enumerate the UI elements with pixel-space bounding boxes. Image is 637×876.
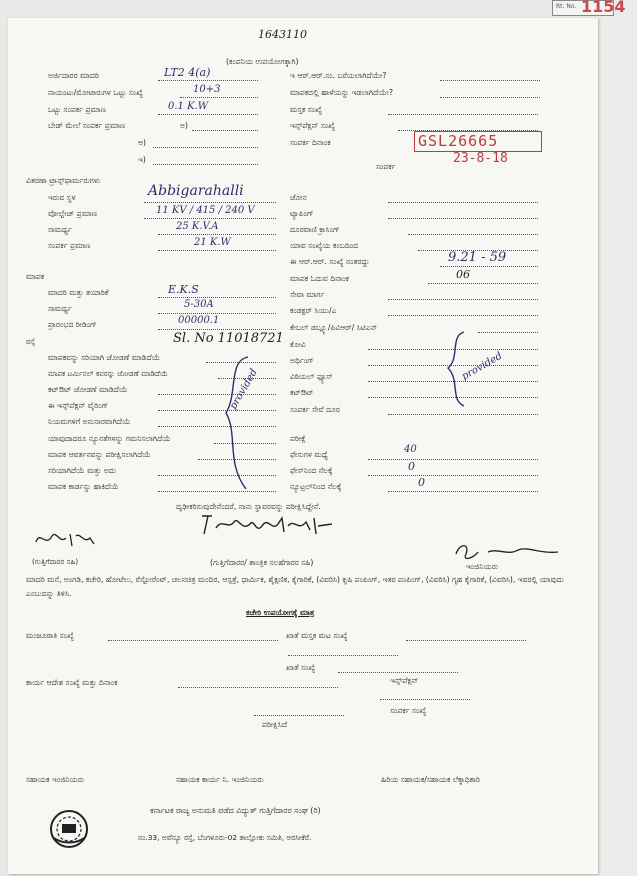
office-use-title: ಕಚೇರಿ ಉಪಯೋಗಕ್ಕೆ ಮಾತ್ರ xyxy=(246,608,315,617)
bed-load-sub-a: ಅ) xyxy=(180,121,188,130)
tapping-label: ಟ್ಯಾಪಿಂಗ್ xyxy=(290,209,314,218)
bed-load-label: ಬೇಡ್ ಮೇಲೆ ಸಂಪರ್ಕ ಪ್ರಮಾಣ xyxy=(48,121,126,130)
fuse-label: ವಿಠಿಯಲ್ ಫ್ಯೂಸ್ xyxy=(290,372,333,381)
company-use-heading: (ಕಂಪನಿಯ ಉಪಯೋಗಕ್ಕಾಗಿ) xyxy=(226,57,299,66)
voltage-value: 11 KV / 415 / 240 V xyxy=(156,205,255,216)
between-phases-label: ಫೇಸುಗಳ ಮಧ್ಯೆ xyxy=(290,450,328,459)
check-label-1: ಮಾಪಕವನ್ನು ಸರಿಯಾಗಿ ಜೋಡಣೆ ಮಾಡಿದೆಯೆ xyxy=(48,353,161,362)
motor-count-value: 10+3 xyxy=(193,84,221,95)
telephone-crossing-label: ದೂರವಾಣಿ ಕ್ರಾಸಿಂಗ್ xyxy=(290,225,340,234)
rr-after-value: 9.21 - 59 xyxy=(448,250,507,265)
left-initials xyxy=(32,524,102,554)
check-label-6: ಯಾವುದಾದರೂ ನ್ಯೂನತೆಗಳನ್ನು ಗಮನಿಸಲಾಗಿದೆಯೆ xyxy=(48,434,171,443)
zone-label: ಜೋನ xyxy=(290,193,307,202)
ref-number-box xyxy=(552,0,626,16)
meter-capacity-label: ಸಾಮರ್ಥ್ಯ xyxy=(48,304,72,313)
between-phases-value: 40 xyxy=(404,444,417,455)
check-label-5: ನಿಯಮಗಳಿಗೆ ಅನುಸಾರವಾಗಿದೆಯೆ xyxy=(48,417,131,426)
capacity-label: ಸಾಮರ್ಥ್ಯ xyxy=(48,225,72,234)
motor-count-label: ನಾಯಂಟು/ಮೋಟಾರುಗಳ ಒಟ್ಟು ಸಂಖ್ಯೆ xyxy=(48,88,143,97)
kovi-label: ಕೋವಿ xyxy=(290,340,306,349)
provided-text-left: provided xyxy=(228,367,260,412)
location-value: Abbigarahalli xyxy=(148,183,244,199)
seal-title: ಠಸ್ಸೆ xyxy=(26,337,36,346)
earthing-label: ಅರ್ಥಿಂಗ್ xyxy=(290,356,314,365)
inspection-label: ಇನ್ಸ್‌ಪೆಕ್ಷನ್ xyxy=(390,676,419,685)
phase-earth-value: 0 xyxy=(408,460,415,473)
connection-load-value: 21 K.W xyxy=(194,237,231,248)
conductor-label: ಕಂಡಕ್ಟರ್ ಸಿಯು/ಎ xyxy=(290,306,337,315)
ref-box-value: 1154 xyxy=(581,0,626,16)
form-number: 1643110 xyxy=(258,28,307,41)
capacity-value: 25 K.V.A xyxy=(176,221,219,232)
ref-box-label: Rt. No. xyxy=(556,3,577,10)
pole-number-label: ಯಾವ ಸಂಖ್ಯೆಯ ಕಂಬದಿಂದ xyxy=(290,241,359,250)
connection-date-label: ಸಂಪರ್ಕ ದಿನಾಂಕ xyxy=(290,138,331,147)
transformer-title: ವಿತರಣಾ ಟ್ರಾನ್ಸ್‌ಫಾರ್ಮರುಗಳು xyxy=(26,176,101,185)
service-line-label: ಸೇವಾ ಮಾರ್ಗ xyxy=(290,290,325,299)
inspection-number-label: ಇನ್ಸ್‌ಪೆಕ್ಷನ್ ಸಂಖ್ಯೆ xyxy=(290,121,336,130)
rr-written-label: ಇ ಆರ್.ಆರ್.ಸಂ. ಬರೆಯಲಾಗಿದೆಯೇ? xyxy=(290,71,387,80)
sanction-number-label: ಮಂಜೂರಾತಿ ಸಂಖ್ಯೆ xyxy=(26,631,74,640)
meter-title: ಮಾಪಕ xyxy=(26,272,45,281)
connection-number-label: ಸಂಪರ್ಕ ಸಂಖ್ಯೆ xyxy=(390,706,427,715)
connection-load-label: ಸಂಪರ್ಕ ಪ್ರಮಾಣ xyxy=(48,241,91,250)
check-label-7: ಮಾಪಕ ಆವರ್ತನವನ್ನು ಪರೀಕ್ಷಿಸಲಾಗಿದೆಯೆ xyxy=(48,450,151,459)
initial-reading-label: ಪ್ರಾರಂಭದ ರೀಡಿಂಗ್ xyxy=(48,320,97,329)
engineer-signature xyxy=(448,538,568,564)
association-logo xyxy=(48,808,90,850)
meter-make-label: ಮಾದರಿ ಮತ್ತು ತಯಾರಿಕೆ xyxy=(48,288,109,297)
check-label-3: ಕಟ್‌ಔಟ್ ಜೋಡಣೆ ಮಾಡಿದೆಯೆ xyxy=(48,385,128,394)
accounts-officer-label: ಹಿರಿಯ ಸಹಾಯಕ/ಸಹಾಯಕ ಲೆಕ್ಕಾಧಿಕಾರಿ xyxy=(381,775,480,784)
stamp-date: 23-8-18 xyxy=(453,151,508,166)
form-sheet xyxy=(8,18,598,874)
assistant-exec-engineer-label: ಸಹಾಯಕ ಕಾರ್ಯ ನಿ. ಇಂಜಿನಿಯರು xyxy=(176,775,264,784)
meter-make-value: E.K.S xyxy=(168,283,199,296)
engineer-label: ಇಂಜಿನಿಯರು xyxy=(466,562,499,571)
certification-text: ದೃಢೀಕರಿಸುವುದೇನೆಂದರೆ, ನಾನು ಸ್ಥಾವರವನ್ನು ಪರೀಕ್ಷಿಸಿದ್ದೇನೆ. xyxy=(176,502,321,511)
check-label-4: ಈ ಇನ್ಸ್‌ಪೆಕ್ಷನ್ ವೈರಿಂಗ್ xyxy=(48,401,109,410)
bed-load-sub-c: ಇ) xyxy=(138,155,146,164)
check-label-2: ಮಾಪಕ ಟರ್ಮಿನಲ್ ಕವರನ್ನು ಜೋಡಣೆ ಮಾಡಿದೆಯೆ xyxy=(48,369,168,378)
check-label-8: ಸರಿಯಾಗಿದೆಯೆ ಮತ್ತು ಅದು xyxy=(48,466,117,475)
initial-reading-value: 00000.1 xyxy=(178,315,220,326)
meter-read-date-label: ಮಾಪಕ ಓದುವ ದಿನಾಂಕ xyxy=(290,274,349,283)
meter-capacity-value: 5-30A xyxy=(184,299,214,310)
assistant-engineer-label: ಸಹಾಯಕ ಇಂಜಿನಿಯರು xyxy=(26,775,85,784)
cable-label: ಕೇಬಲ್ ಡಬ್ಲ್ಯೂ/ಪಿವಿಆರ್/ ಸಿಟಿಎನ್ xyxy=(290,323,378,332)
association-address: ನಂ.33, ಅವೆನ್ಯೂ ರಸ್ತೆ, ಬೆಂಗಳೂರು-02 ತಾಲ್ಲೋಕು ಸಮಿತಿ, ಅರಸೀಕೆರೆ. xyxy=(138,833,312,842)
applicant-type-value: LT2 4(a) xyxy=(164,66,211,79)
seal-value: Sl. No 11018721 xyxy=(173,331,284,346)
neutral-earth-value: 0 xyxy=(418,476,425,489)
checked-label: ಪರೀಕ್ಷಿಸಿದೆ xyxy=(262,720,288,729)
bed-load-sub-b: ಆ) xyxy=(138,138,146,147)
book-number-label: ಮಸ್ತಕ ಸಂಖ್ಯೆ xyxy=(290,105,323,114)
applicant-type-label: ಅರ್ಜಿದಾರರ ಮಾದರಿ xyxy=(48,71,99,80)
total-load-value: 0.1 K.W xyxy=(168,101,209,112)
contractor-signature xyxy=(198,508,338,538)
location-label: ಇರುವ ಸ್ಥಳ xyxy=(48,193,76,202)
phase-earth-label: ಫೇಸ್‌ನಿಂದ ನೆಲಕ್ಕೆ xyxy=(290,466,333,475)
meter-read-date-value: 06 xyxy=(456,268,470,281)
connection-label: ಸಂಪರ್ಕ xyxy=(376,162,396,171)
premises-type-text: ಮಾದರಿ ಮನೆ, ಅಂಗಡಿ, ಕಚೇರಿ, ಹೋಟೆಲು, ರೆಸ್ಟೋರೆಂಟ್, ಚಲನಚಿತ್ರ ಮಂದಿರ, ಆಸ್ಪತ್ರೆ, ಧಾರ್ಮಿಕ, ಶೈಕ್ಷಣಿಕ, ಕೈಗಾರಿಕೆ, (ವಿವರಿಸಿ) ಕೃಷಿ ಪಂಪಿಂಗ್, ಇತರ ಪಂಪಿಂಗ್, (ವಿವರಿಸಿ) ಗೃಹ ಕೈಗಾರಿಕೆ, (ವಿವರಿಸಿ), ಇವರಲ್ಲಿ ಯಾವುದು ಎಂಬುದನ್ನು ತಿಳಿಸಿ. xyxy=(26,575,564,598)
service-distance-label: ಸಂಪರ್ಕ ಸೇವೆ ದೂರ xyxy=(290,405,340,414)
cutout-label: ಕಟ್‌ಔಟ್ xyxy=(290,388,314,397)
check-label-9: ಮಾಪಕ ಕಾರ್ಡನ್ನು ಹಾಕಿದೆಯೆ xyxy=(48,482,119,491)
stamp-number: GSL26665 xyxy=(418,132,499,150)
ledger-page-label: ಖಾತೆ ಮಸ್ತಕ ಮಟ ಸಂಖ್ಯೆ xyxy=(286,631,348,640)
voltage-label: ವೋಲ್ಟೇಜ್ ಪ್ರಮಾಣ xyxy=(48,209,98,218)
work-order-label: ಕಾರ್ಯ ಆದೇಶ ಸಂಖ್ಯೆ ಮತ್ತು ದಿನಾಂಕ xyxy=(26,678,118,687)
test-label: ಪರೀಕ್ಷೆ xyxy=(290,434,306,443)
association-name: ಕರ್ನಾಟಕ ರಾಜ್ಯ ಅನುಮತಿ ಪಡೆದ ವಿದ್ಯುತ್ ಗುತ್ತಿಗೆದಾರರ ಸಂಘ (ರಿ) xyxy=(150,806,321,815)
contractor-sign-label: (ಗುತ್ತಿಗೆದಾರರ ಸಹಿ) xyxy=(32,557,79,566)
neutral-earth-label: ನ್ಯೂಟ್ರಲ್‌ನಿಂದ ನೆಲಕ್ಕೆ xyxy=(290,482,342,491)
account-number-label: ಖಾತೆ ಸಂಖ್ಯೆ xyxy=(286,663,316,672)
total-load-label: ಒಟ್ಟು ಸಂಪರ್ಕ ಪ್ರಮಾಣ xyxy=(48,105,106,114)
licensed-sign-label: (ಗುತ್ತಿಗೆದಾರರ/ ತಾಂತ್ರಿಕ ಸಲಹೆಗಾರರ ಸಹಿ) xyxy=(210,558,314,567)
rr-after-label: ಈ ಆರ್.ಆರ್. ಸಂಖ್ಯೆ ನಂತರದ್ದು xyxy=(290,257,370,266)
provided-text-right: provided xyxy=(460,350,505,383)
meter-sheet-label: ಮಾಪಕದಲ್ಲಿ ಹಾಳೆಯನ್ನು ಇಡಲಾಗಿದೆಯೇ? xyxy=(290,88,393,97)
